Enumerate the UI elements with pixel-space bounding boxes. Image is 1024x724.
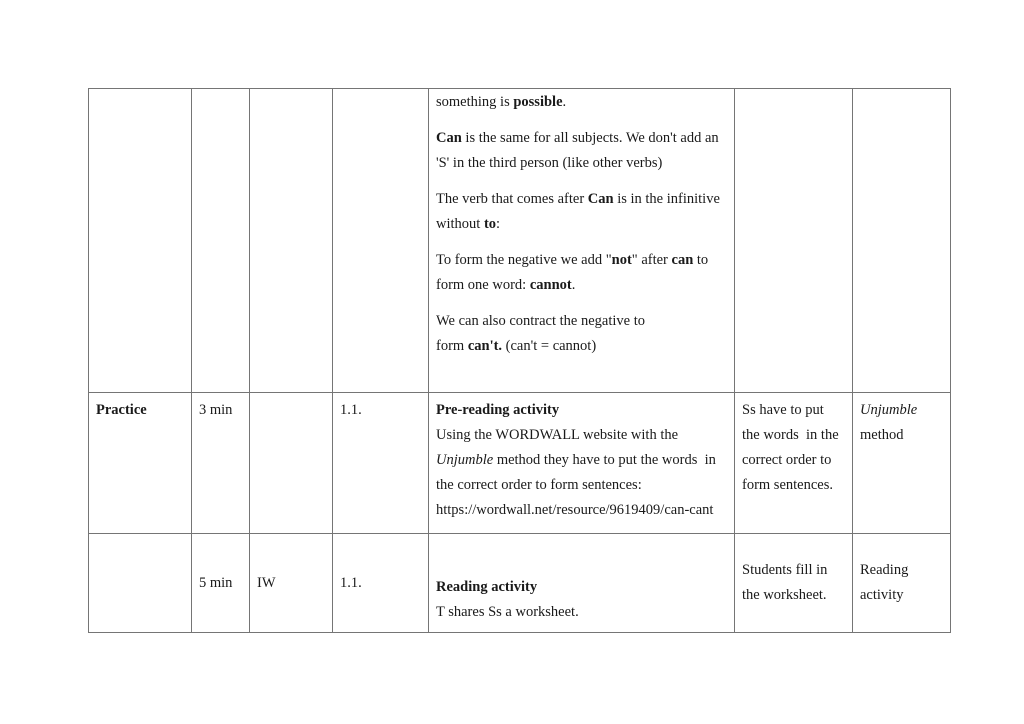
interaction-cell [250,89,333,393]
procedure-cell: Pre-reading activity Using the WORDWALL website with the Unjumble method they have to put the words in the correct order to form sentences: https://wordwall.net/resource/9619409/can-cant [429,393,735,534]
table-row [89,393,951,534]
expected-outcome-cell: Students fill in the worksheet. [735,534,853,633]
time-cell [192,89,250,393]
interaction-cell [250,393,333,534]
stage-cell: Practice [89,393,192,534]
stage-cell [89,89,192,393]
expected-outcome-cell: Ss have to put the words in the correct order to form sentences. [735,393,853,534]
interaction-cell: IW [250,534,333,633]
expected-outcome-cell [735,89,853,393]
procedure-cell: Reading activity T shares Ss a worksheet. [429,534,735,633]
aim-cell: 1.1. [333,534,429,633]
aim-cell [333,89,429,393]
method-cell: Unjumble method [853,393,951,534]
lesson-plan-table [88,88,951,633]
time-cell: 5 min [192,534,250,633]
aim-cell: 1.1. [333,393,429,534]
procedure-cell: something is possible. Can is the same for all subjects. We don't add an 'S' in the third person (like other verbs) The verb that comes after Can is in the infinitive without to: To form the negative we add "not" after can to form one word: cannot. We can also contract the negative to form can't. (can't = cannot) [429,89,735,393]
stage-cell [89,534,192,633]
method-cell [853,89,951,393]
method-cell: Reading activity [853,534,951,633]
table-row [89,89,951,393]
time-cell: 3 min [192,393,250,534]
table-row [89,534,951,633]
